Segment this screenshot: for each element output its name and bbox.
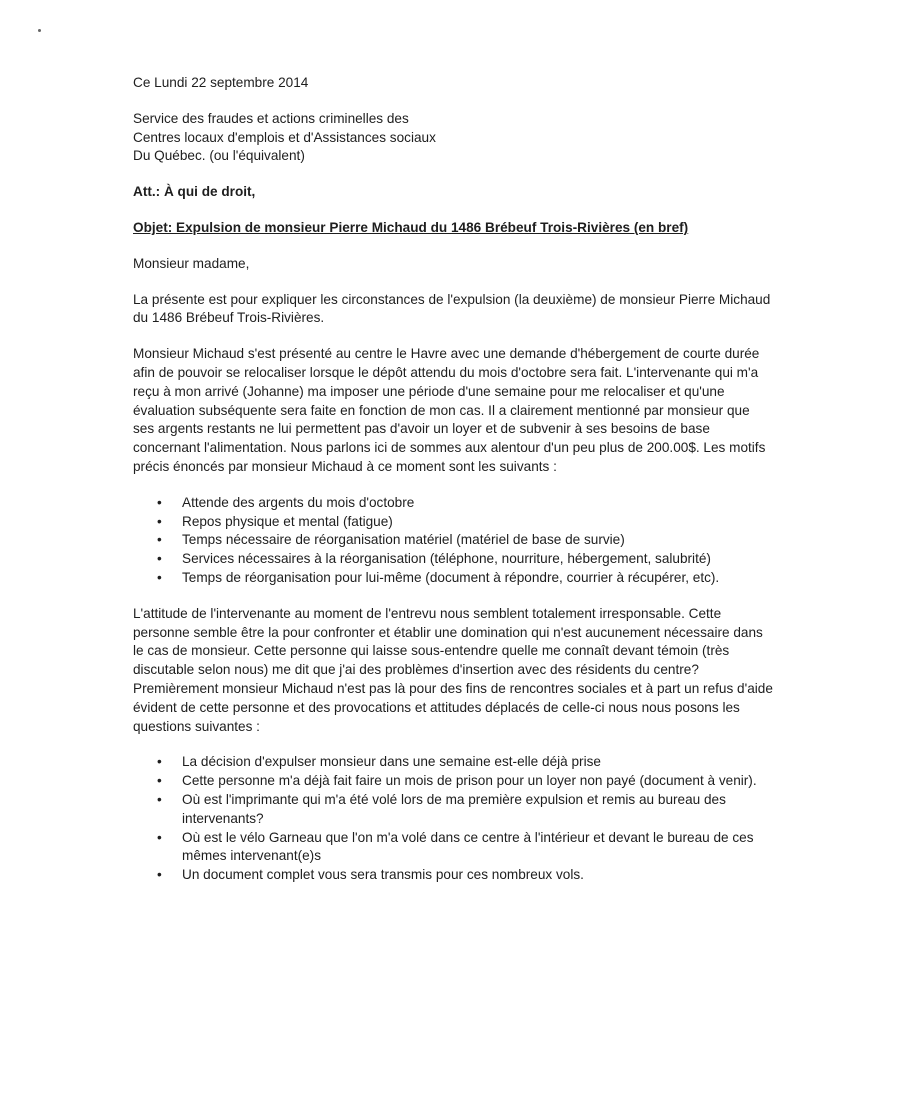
list-item: • Temps nécessaire de réorganisation matériel (matériel de base de survie) bbox=[133, 531, 773, 550]
bullet-icon: • bbox=[157, 791, 162, 807]
attention-line: Att.: À qui de droit, bbox=[133, 184, 256, 200]
bullet-icon: • bbox=[157, 569, 162, 585]
bullet-icon: • bbox=[157, 532, 162, 548]
recipient-block bbox=[133, 110, 773, 166]
scan-speck bbox=[38, 29, 41, 32]
list-item: • Où est le vélo Garneau que l'on m'a volé dans ce centre à l'intérieur et devant le bureau de ces mêmes intervenant(e)s bbox=[157, 829, 754, 864]
bullet-icon: • bbox=[157, 513, 162, 529]
bullet-icon: • bbox=[157, 494, 162, 510]
list-item: • Temps de réorganisation pour lui-même (document à répondre, courrier à récupérer, etc). bbox=[133, 569, 773, 588]
bullet-icon: • bbox=[157, 867, 162, 883]
bullet-icon: • bbox=[157, 754, 162, 770]
list-item: • Cette personne m'a déjà fait faire un mois de prison pour un loyer non payé (document à venir). bbox=[133, 772, 773, 791]
recipient-line: Service des fraudes et actions criminelles des bbox=[133, 110, 409, 126]
questions-list bbox=[133, 753, 773, 885]
paragraph-circumstances: Monsieur Michaud s'est présenté au centre le Havre avec une demande d'hébergement de courte durée afin de pouvoir se relocaliser lorsque le dépôt attendu du mois d'octobre sera fait. L'intervenante qui m'a reçu à mon arrivé (Johanne) ma imposer une période d'une semaine pour me relocaliser et qu'une évaluation subséquente sera faite en fonction de mon cas. Il a clairement mentionné par monsieur que ses argents restants ne lui permettent pas d'avoir un loyer et de subvenir à ses besoins de base concernant l'alimentation. Nous parlons ici de sommes aux alentour d'un peu plus de 200.00$. Les motifs précis énoncés par monsieur Michaud à ce moment sont les suivants : bbox=[133, 346, 766, 474]
list-item: • Attende des argents du mois d'octobre bbox=[133, 494, 773, 513]
list-item: • Un document complet vous sera transmis pour ces nombreux vols. bbox=[133, 866, 773, 885]
reasons-list bbox=[133, 494, 773, 588]
salutation: Monsieur madame, bbox=[133, 255, 250, 271]
paragraph-intro: La présente est pour expliquer les circonstances de l'expulsion (la deuxième) de monsieur Pierre Michaud du 1486 Brébeuf Trois-Rivières. bbox=[133, 291, 771, 326]
list-item: • La décision d'expulser monsieur dans une semaine est-elle déjà prise bbox=[133, 753, 773, 772]
letter-date: Ce Lundi 22 septembre 2014 bbox=[133, 75, 309, 90]
recipient-line: Du Québec. (ou l'équivalent) bbox=[133, 148, 305, 164]
paragraph-attitude: L'attitude de l'intervenante au moment de l'entrevu nous semblent totalement irresponsable. Cette personne semble être la pour confronter et établir une domination qui n'est aucunement nécessaire dans le cas de monsieur. Cette personne qui laisse sous-entendre quelle me connaît devant témoin (très discutable selon nous) me dit que j'ai des problèmes d'insertion avec des résidents du centre? Premièrement monsieur Michaud n'est pas là pour des fins de rencontres sociales et à part un refus d'aide évident de cette personne et des provocations et attitudes déplacés de celle-ci nous nous posons les questions suivantes : bbox=[133, 605, 773, 734]
list-item: • Repos physique et mental (fatigue) bbox=[133, 513, 773, 532]
list-item: • Services nécessaires à la réorganisation (téléphone, nourriture, hébergement, salubrité) bbox=[133, 550, 773, 569]
bullet-icon: • bbox=[157, 829, 162, 845]
letter-page bbox=[133, 74, 773, 885]
list-item: • Où est l'imprimante qui m'a été volé lors de ma première expulsion et remis au bureau des intervenants? bbox=[157, 791, 726, 826]
recipient-line: Centres locaux d'emplois et d'Assistances sociaux bbox=[133, 129, 436, 145]
subject-line: Objet: Expulsion de monsieur Pierre Michaud du 1486 Brébeuf Trois-Rivières (en bref) bbox=[133, 219, 689, 235]
bullet-icon: • bbox=[157, 773, 162, 789]
bullet-icon: • bbox=[157, 551, 162, 567]
